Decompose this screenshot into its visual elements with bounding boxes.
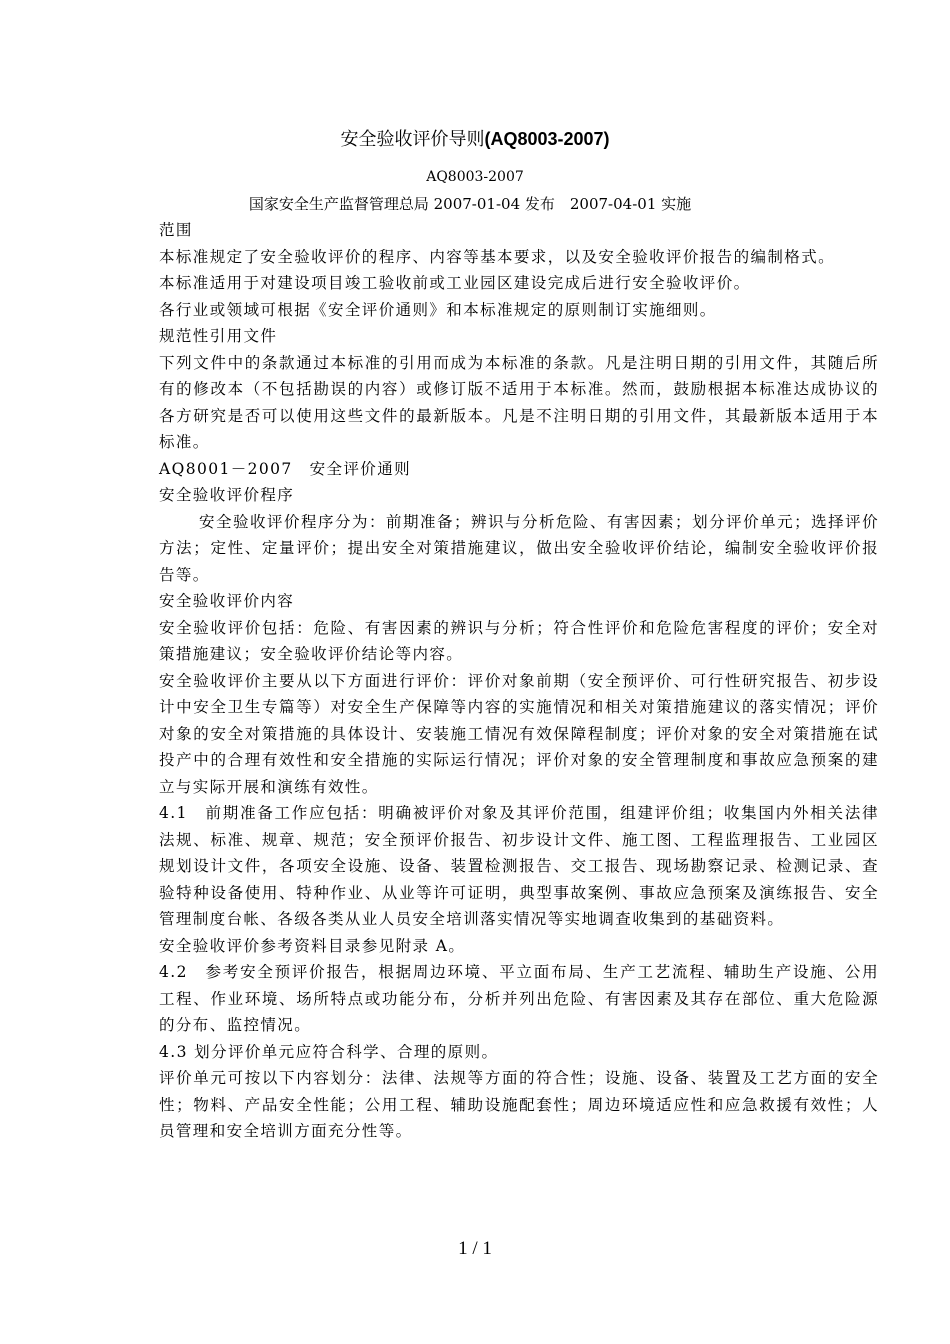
document-title — [0, 126, 950, 153]
paragraph: 本标准规定了安全验收评价的程序、内容等基本要求，以及安全验收评价报告的编制格式。 — [159, 247, 836, 266]
paragraph: 本标准适用于对建设项目竣工验收前或工业园区建设完成后进行安全验收评价。 — [159, 274, 751, 292]
clause-4-2: 4.2 参考安全预评价报告，根据周边环境、平立面布局、生产工艺流程、辅助生产设施、公用工程、作业环境、场所特点或功能分布，分析并列出危险、有害因素及其存在部位、重大危险源的分布、监控情况。 — [159, 963, 879, 1034]
paragraph: 各行业或领域可根据《安全评价通则》和本标准规定的原则制订实施细则。 — [159, 300, 717, 319]
document-title-code: (AQ8003-2007) — [484, 129, 610, 149]
section-heading-procedure: 安全验收评价程序 — [159, 486, 295, 504]
document-title-text: 安全验收评价导则 — [340, 129, 485, 150]
paragraph: 安全验收评价主要从以下方面进行评价：评价对象前期（安全预评价、可行性研究报告、初步设计中安全卫生专篇等）对安全生产保障等内容的实施情况和相关对策措施建议的落实情况；评价对象的安全对策措施的具体设计、安装施工情况有效保障程制度；评价对象的安全对策措施在试投产中的合理有效性和安全措施的实际运行情况；评价对象的安全管理制度和事故应急预案的建立与实际开展和演练有效性。 — [159, 671, 879, 796]
clause-4-3: 4.3 划分评价单元应符合科学、合理的原则。 — [159, 1042, 499, 1061]
paragraph: 安全验收评价包括：危险、有害因素的辨识与分析；符合性评价和危险危害程度的评价；安全对策措施建议；安全验收评价结论等内容。 — [159, 618, 879, 663]
reference-item: AQ8001－2007 安全评价通则 — [159, 459, 411, 478]
section-heading-normative-references: 规范性引用文件 — [159, 327, 278, 345]
section-heading-content: 安全验收评价内容 — [159, 592, 295, 610]
document-body — [159, 217, 879, 1145]
issuer-and-dates: 国家安全生产监督管理总局 2007-01-04 发布 2007-04-01 实施 — [248, 195, 692, 213]
paragraph: 安全验收评价程序分为：前期准备；辨识与分析危险、有害因素；划分评价单元；选择评价方法；定性、定量评价；提出安全对策措施建议，做出安全验收评价结论，编制安全验收评价报告等。 — [159, 512, 879, 584]
paragraph: 评价单元可按以下内容划分：法律、法规等方面的符合性；设施、设备、装置及工艺方面的安全性；物料、产品安全性能；公用工程、辅助设施配套性；周边环境适应性和应急救援有效性；人员管理和安全培训方面充分性等。 — [159, 1069, 879, 1140]
paragraph: 下列文件中的条款通过本标准的引用而成为本标准的条款。凡是注明日期的引用文件，其随后所有的修改本（不包括勘误的内容）或修订版不适用于本标准。然而，鼓励根据本标准达成协议的各方研究是否可以使用这些文件的最新版本。凡是不注明日期的引用文件，其最新版本适用于本标准。 — [159, 353, 879, 451]
section-heading-scope: 范围 — [159, 221, 193, 239]
page-number: 1 / 1 — [458, 1238, 492, 1259]
clause-4-1: 4.1 前期准备工作应包括：明确被评价对象及其评价范围，组建评价组；收集国内外相关法律法规、标准、规章、规范；安全预评价报告、初步设计文件、施工图、工程监理报告、工业园区规划设计文件，各项安全设施、设备、装置检测报告、交工报告、现场勘察记录、检测记录、查验特种设备使用、特种作业、从业等许可证明，典型事故案例、事故应急预案及演练报告、安全管理制度台帐、各级各类从业人员安全培训落实情况等实地调查收集到的基础资料。 — [159, 804, 879, 928]
standard-code: AQ8003-2007 — [426, 169, 524, 185]
paragraph: 安全验收评价参考资料目录参见附录 A。 — [159, 936, 466, 955]
